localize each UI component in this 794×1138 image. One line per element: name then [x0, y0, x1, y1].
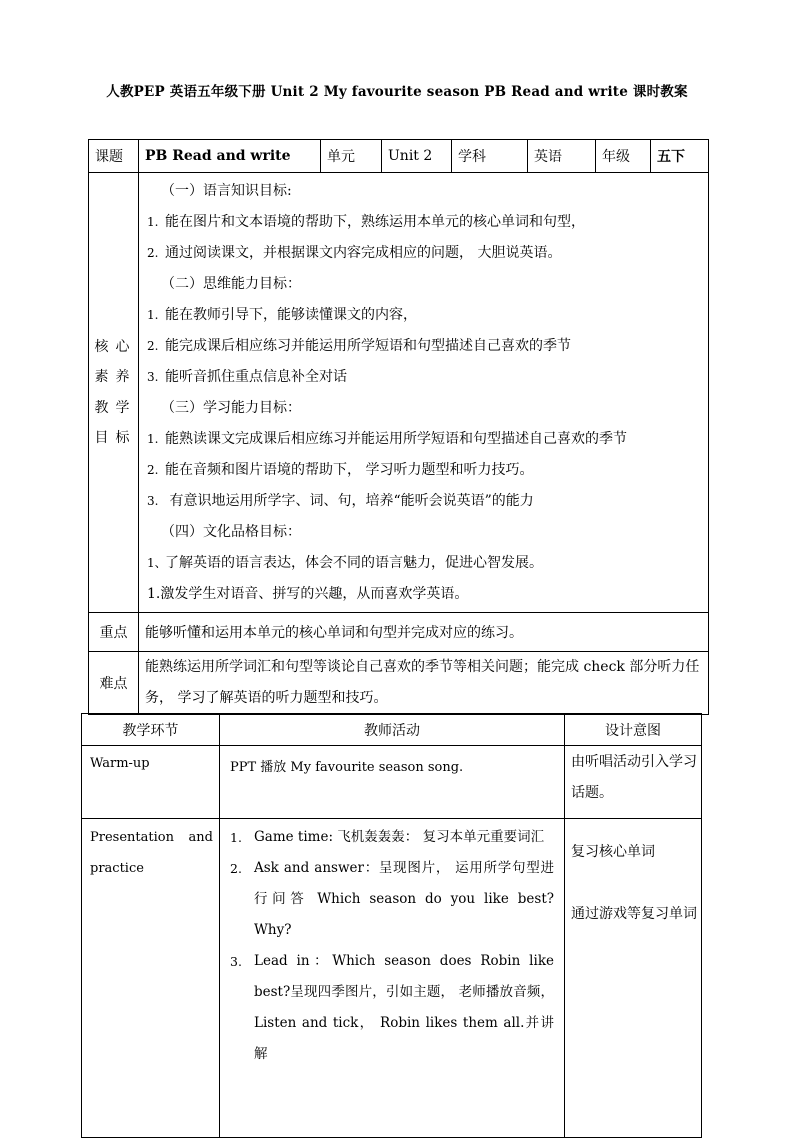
unit-value: Unit 2 — [382, 140, 452, 173]
intent-text: 通过游戏等复习单词 — [571, 906, 697, 922]
stage-word: and — [188, 830, 213, 845]
goal-number: 1、 — [147, 556, 167, 570]
key-points-text: 能够听懂和运用本单元的核心单词和句型并完成对应的练习。 — [139, 613, 709, 652]
difficulties-row — [89, 652, 709, 715]
goal-text: （三）学习能力目标： — [161, 400, 301, 416]
header-intent: 设计意图 — [565, 714, 702, 746]
goal-text: 能完成课后相应练习并能运用所学短语和句型描述自己喜欢的季节 — [165, 338, 571, 354]
goal-item — [147, 579, 708, 610]
goal-text: 能在图片和文本语境的帮助下，熟练运用本单元的核心单词和句型， — [165, 214, 585, 230]
difficulties-label: 难点 — [89, 652, 139, 715]
goal-number: 3. — [147, 370, 159, 384]
key-points-label: 重点 — [89, 613, 139, 652]
warmup-stage: Warm-up — [82, 746, 220, 819]
teaching-process-table — [81, 713, 702, 1138]
subject-value: 英语 — [528, 140, 596, 173]
goal-item — [147, 331, 708, 362]
activity-text: Lead in：Which season does Robin like best?呈现四季图片，引如主题， 老师播放音频，Listen and tick， Robin likes them all.并讲解 — [254, 953, 554, 1062]
goal-text: 通过阅读课文，并根据课文内容完成相应的问题， 大胆说英语。 — [165, 245, 562, 261]
goal-text: 了解英语的语言表达，体会不同的语言魅力，促进心智发展。 — [165, 555, 543, 571]
goal-text: （二）思维能力目标： — [161, 276, 301, 292]
info-row — [89, 140, 709, 173]
goal-number: 1. — [147, 308, 159, 322]
goal-text: 能熟读课文完成课后相应练习并能运用所学短语和句型描述自己喜欢的季节 — [165, 431, 627, 447]
goal-text: 能在教师引导下，能够读懂课文的内容， — [165, 307, 417, 323]
goal-heading — [147, 176, 708, 207]
goal-number: 2. — [147, 339, 159, 353]
unit-label: 单元 — [321, 140, 382, 173]
goal-number: 2. — [147, 246, 159, 260]
activity-item — [230, 822, 554, 853]
difficulties-text: 能熟练运用所学词汇和句型等谈论自己喜欢的季节等相关问题；能完成 check 部分听力任务， 学习了解英语的听力题型和技巧。 — [139, 652, 709, 715]
goals-label-line: 核心 — [94, 338, 137, 355]
goals-label — [89, 173, 139, 613]
goals-content — [139, 173, 709, 613]
goal-item — [147, 486, 708, 517]
stage-word: practice — [90, 861, 144, 876]
goal-number: 3. — [147, 494, 159, 508]
header-activity: 教师活动 — [220, 714, 565, 746]
activity-item — [230, 946, 554, 1070]
header-stage: 教学环节 — [82, 714, 220, 746]
grade-label: 年级 — [596, 140, 651, 173]
key-points-row — [89, 613, 709, 652]
goal-number: 1. — [147, 432, 159, 446]
warmup-row — [82, 746, 702, 819]
goal-item — [147, 424, 708, 455]
goal-heading — [147, 269, 708, 300]
goal-item — [147, 548, 708, 579]
presentation-activities — [220, 819, 565, 1138]
goal-number: 1. — [147, 215, 159, 229]
activity-text: Game time: 飞机轰轰轰： 复习本单元重要词汇 — [254, 829, 545, 845]
presentation-stage — [82, 819, 220, 1138]
goal-text: 1.激发学生对语音、拼写的兴趣，从而喜欢学英语。 — [147, 586, 469, 602]
goal-text: （四）文化品格目标： — [161, 524, 301, 540]
goal-text: 能在音频和图片语境的帮助下， 学习听力题型和听力技巧。 — [165, 462, 534, 478]
goal-heading — [147, 393, 708, 424]
activity-number: 3. — [230, 954, 242, 969]
subject-label: 学科 — [452, 140, 528, 173]
activity-item — [230, 853, 554, 946]
goal-heading — [147, 517, 708, 548]
stage-word: Presentation — [90, 830, 174, 845]
goal-text: 能听音抓住重点信息补全对话 — [165, 369, 347, 385]
process-header-row — [82, 714, 702, 746]
presentation-row — [82, 819, 702, 1138]
goals-row — [89, 173, 709, 613]
goals-label-line: 教学 — [94, 399, 137, 416]
goal-item — [147, 207, 708, 238]
grade-value: 五下 — [651, 140, 709, 173]
activity-number: 1. — [230, 830, 242, 845]
document-title: 人教PEP 英语五年级下册 Unit 2 My favourite season PB Read and write 课时教案 — [106, 84, 688, 100]
goals-label-line: 素养 — [94, 369, 137, 385]
goals-label-line: 目标 — [94, 430, 137, 446]
presentation-intent — [565, 819, 702, 1138]
goal-number: 2. — [147, 463, 159, 477]
goal-text: 有意识地运用所学字、词、句，培养“能听会说英语”的能力 — [165, 493, 534, 509]
goal-item — [147, 300, 708, 331]
goal-text: （一）语言知识目标: — [161, 183, 292, 199]
goal-item — [147, 362, 708, 393]
goal-item — [147, 238, 708, 269]
topic-label: 课题 — [89, 140, 139, 173]
intent-text: 复习核心单词 — [571, 844, 655, 860]
activity-number: 2. — [230, 861, 242, 876]
warmup-intent: 由听唱活动引入学习话题。 — [565, 746, 702, 819]
lesson-info-table — [88, 139, 709, 715]
warmup-activity: PPT 播放 My favourite season song. — [220, 746, 565, 819]
activity-text: Ask and answer：呈现图片， 运用所学句型进行问答 Which season do you like best? Why? — [254, 860, 554, 938]
topic-value: PB Read and write — [139, 140, 321, 173]
goal-item — [147, 455, 708, 486]
